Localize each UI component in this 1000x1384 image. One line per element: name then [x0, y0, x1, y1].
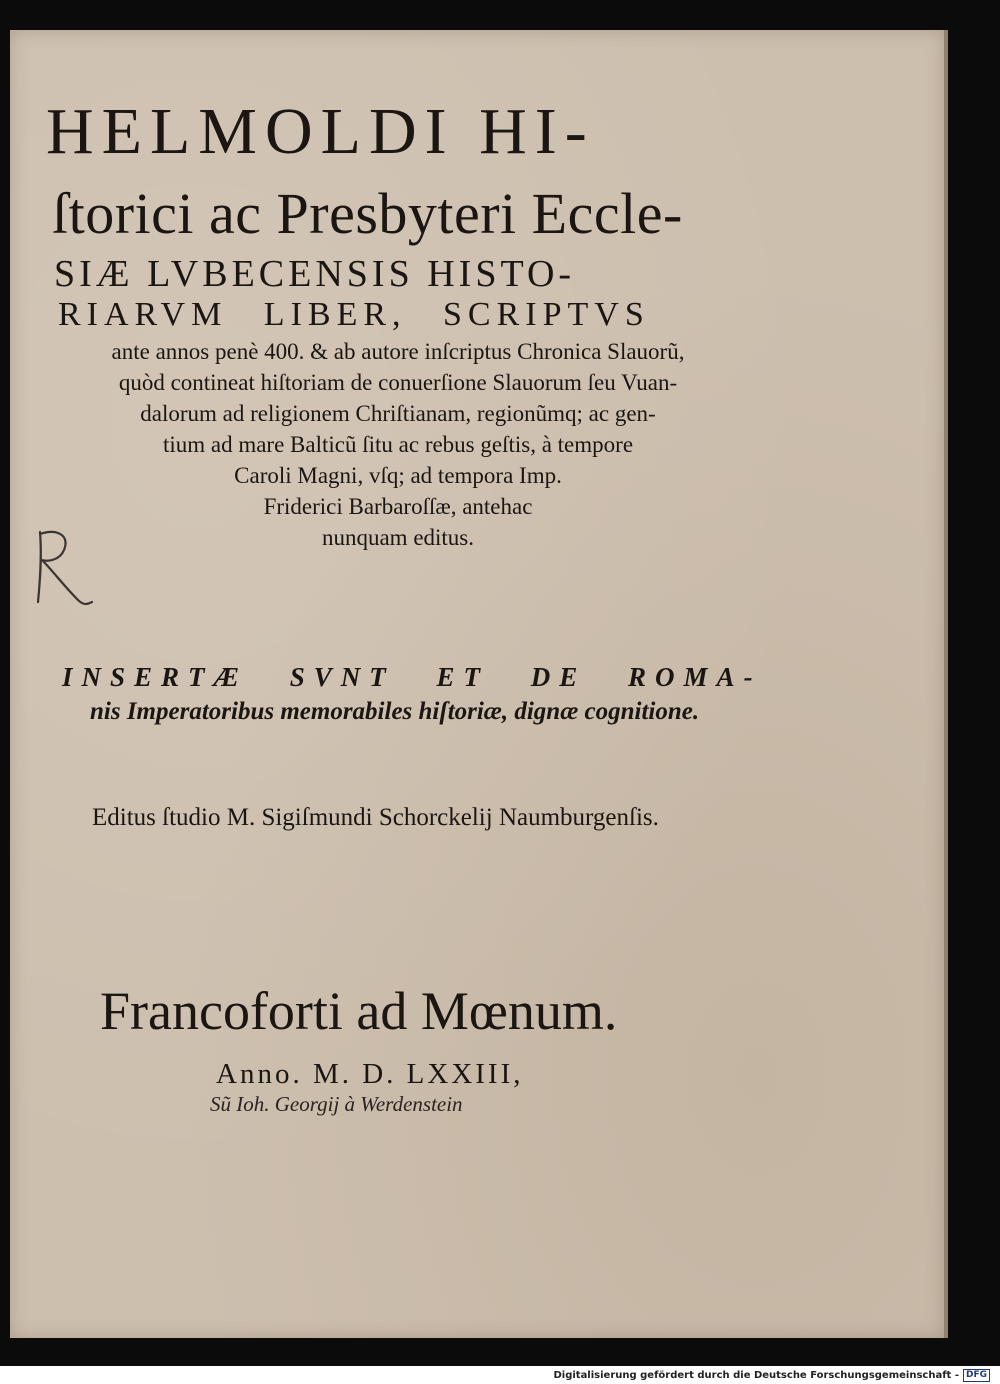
editor-line: Editus ſtudio M. Sigiſmundi Schorckelij Naumburgenſis.: [92, 804, 659, 831]
body-line: nunquam editus.: [321, 525, 475, 550]
body-line: ante annos penè 400. & ab autore inſcriptus Chronica Slauorũ,: [111, 339, 685, 364]
title-line-4: RIARVM LIBER, SCRIPTVS: [58, 296, 650, 333]
title-page: [10, 30, 944, 1338]
title-line-2: ſtorici ac Presbyteri Eccle-: [52, 181, 683, 246]
ownership-inscription: Sũ Ioh. Georgij à Werdenstein: [210, 1092, 463, 1116]
body-line: Caroli Magni, vſq; ad tempora Imp.: [234, 463, 562, 488]
imprint-year: Anno. M. D. LXXIII,: [216, 1058, 524, 1090]
insertae-line-2: nis Imperatoribus memorabiles hiſtoriæ, dignæ cognitione.: [90, 698, 700, 725]
digitization-footer: [553, 1368, 990, 1382]
page-edge: [944, 30, 948, 1338]
body-line: quòd contineat hiſtoriam de conuerſione Slauorum ſeu Vuan-: [118, 370, 678, 395]
title-line-1: HELMOLDI HI-: [46, 95, 595, 168]
insertae-line-1: INSERTÆ SVNT ET DE ROMA-: [62, 662, 762, 692]
imprint-place: Francoforti ad Mœnum.: [100, 981, 618, 1041]
funding-credit: Digitalisierung gefördert durch die Deutsche Forschungsgemeinschaft -: [553, 1369, 959, 1381]
body-line: dalorum ad religionem Chriſtianam, regionũmq; ac gen-: [140, 401, 656, 426]
body-line: Friderici Barbaroſſæ, antehac: [263, 494, 533, 519]
title-line-3: SIÆ LVBECENSIS HISTO-: [54, 253, 576, 295]
title-body: [68, 336, 728, 553]
dfg-logo-icon: DFG: [963, 1369, 990, 1382]
body-line: tium ad mare Balticũ ſitu ac rebus geſtis, à tempore: [162, 432, 634, 457]
shelfmark-letter: [30, 526, 94, 610]
